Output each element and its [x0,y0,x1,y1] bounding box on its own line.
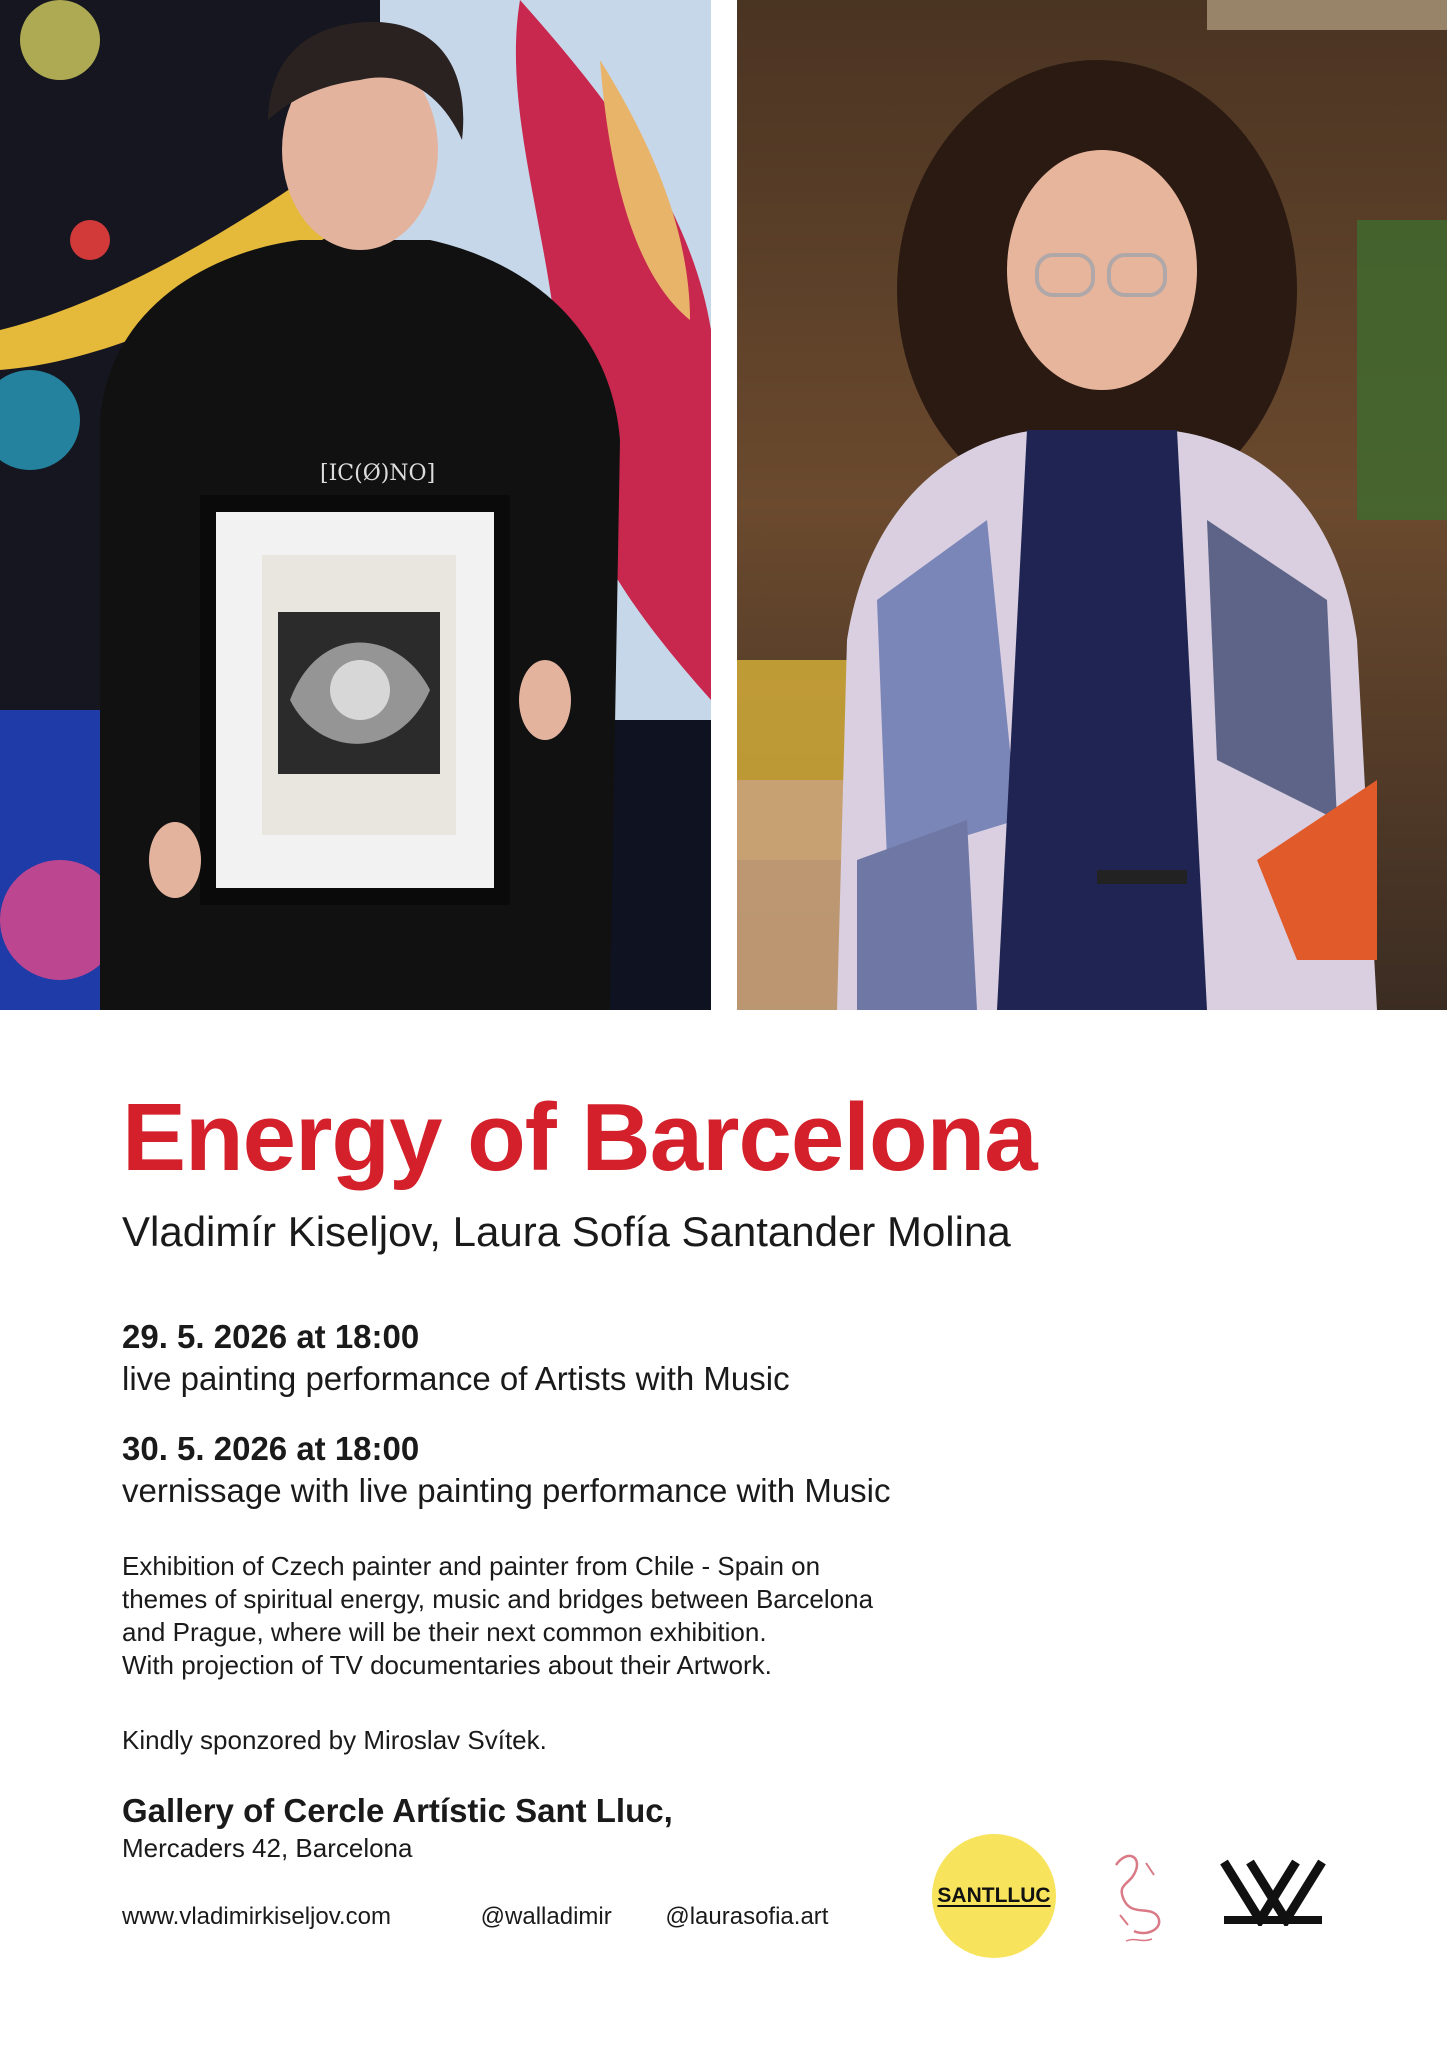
description-line: themes of spiritual energy, music and bridges between Barcelona [122,1584,874,1614]
venue-name: Gallery of Cercle Artístic Sant Lluc, [122,1792,673,1829]
event-1-description: live painting performance of Artists with Music [122,1360,790,1397]
santlluc-logo-text: SANTLLUC [937,1884,1051,1907]
photo-artist-laura [737,0,1447,1010]
sponsor-note: Kindly sponzored by Miroslav Svítek. [122,1725,547,1755]
exhibition-description [122,1550,873,1682]
photo-artist-vladimir-image [0,0,711,1010]
xx-triangle-mark-icon [1220,1856,1326,1926]
instagram-walladimir-link[interactable]: @walladimir [480,1903,612,1930]
event-title: Energy of Barcelona [122,1084,1037,1191]
photo-artist-vladimir [0,0,711,1010]
signature-logo-icon [1106,1845,1172,1949]
event-2-date: 30. 5. 2026 at 18:00 [122,1430,420,1467]
contact-links [122,1903,828,1931]
description-line: With projection of TV documentaries about their Artwork. [122,1650,772,1680]
photo-artist-laura-image [737,0,1447,1010]
website-link[interactable]: www.vladimirkiseljov.com [122,1903,391,1930]
hoodie-print: [IC(Ø)NO] [320,461,436,486]
event-1-date: 29. 5. 2026 at 18:00 [122,1318,420,1355]
instagram-laurasofia-link[interactable]: @laurasofia.art [665,1903,829,1930]
description-line: Exhibition of Czech painter and painter from Chile - Spain on [122,1551,821,1581]
artist-names: Vladimír Kiseljov, Laura Sofía Santander Molina [122,1208,1011,1255]
description-line: and Prague, where will be their next common exhibition. [122,1617,767,1647]
event-2-description: vernissage with live painting performance with Music [122,1472,891,1509]
venue-address: Mercaders 42, Barcelona [122,1833,413,1863]
santlluc-logo [932,1834,1056,1958]
